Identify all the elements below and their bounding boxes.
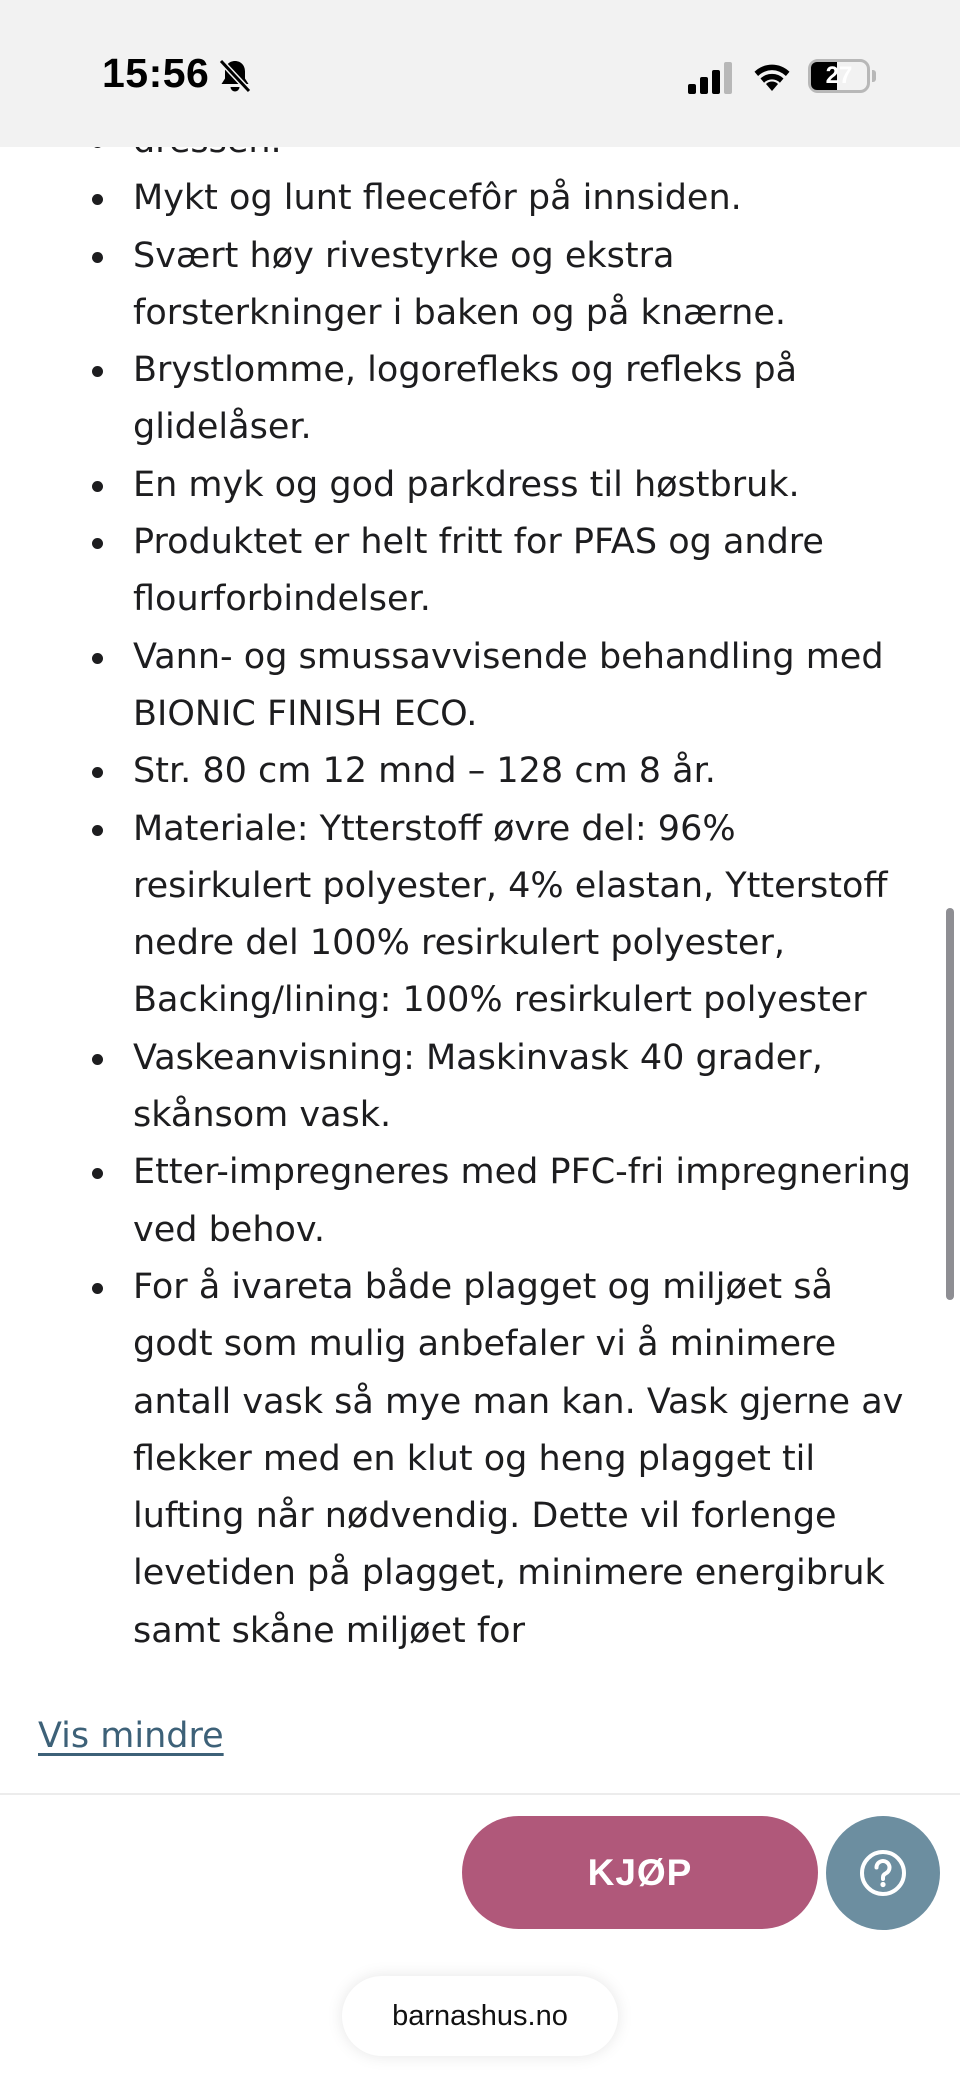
list-item-text: Vann- og smussavvisende behandling med BIONIC FINISH ECO. xyxy=(133,636,884,734)
battery-icon xyxy=(808,59,878,95)
list-item xyxy=(0,1030,960,1145)
bullet-icon xyxy=(92,538,103,549)
help-button[interactable] xyxy=(826,1816,940,1930)
bullet-icon xyxy=(92,825,103,836)
list-item xyxy=(0,457,960,514)
list-item xyxy=(0,342,960,457)
list-item-text: Etter-impregneres med PFC-fri impregnering ved behov. xyxy=(133,1152,911,1250)
list-item xyxy=(0,228,960,343)
show-less-link[interactable]: Vis mindre xyxy=(38,1716,224,1756)
bullet-icon xyxy=(92,481,103,492)
product-description[interactable] xyxy=(0,147,960,1707)
list-item-text: Mykt og lunt fleecefôr på innsiden. xyxy=(133,178,742,219)
bullet-icon xyxy=(92,194,103,205)
list-item-text: Str. 80 cm 12 mnd – 128 cm 8 år. xyxy=(133,751,716,792)
bullet-icon xyxy=(92,653,103,664)
list-item-text: Produktet er helt fritt for PFAS og andre flourforbindelser. xyxy=(133,522,824,620)
list-item-text: Brystlomme, logorefleks og refleks på glidelåser. xyxy=(133,350,798,448)
bullet-icon xyxy=(92,252,103,263)
bullet-icon xyxy=(92,767,103,778)
bell-slash-icon xyxy=(218,58,252,94)
status-bar xyxy=(0,0,960,147)
wifi-icon xyxy=(751,58,793,94)
list-item-text: Materiale: Ytterstoff øvre del: 96% resirkulert polyester, 4% elastan, Ytterstoff nedre del 100% resirkulert polyester, Backing/lining: 100% resirkulert polyester xyxy=(133,808,888,1021)
description-list xyxy=(0,113,960,1660)
list-item-text: En myk og god parkdress til høstbruk. xyxy=(133,464,800,505)
question-circle-icon xyxy=(858,1848,908,1898)
list-item xyxy=(0,743,960,800)
bullet-icon xyxy=(92,1168,103,1179)
list-item-text: Svært høy rivestyrke og ekstra forsterkninger i baken og på knærne. xyxy=(133,235,786,333)
bullet-icon xyxy=(92,1054,103,1065)
status-time: 15:56 xyxy=(102,50,210,96)
list-item xyxy=(0,514,960,629)
scrollbar[interactable] xyxy=(946,908,954,1300)
bullet-icon xyxy=(92,1283,103,1294)
divider xyxy=(0,1793,960,1795)
cellular-signal-icon xyxy=(688,62,732,94)
browser-url-bar[interactable]: barnashus.no xyxy=(342,1976,618,2056)
bullet-icon xyxy=(92,366,103,377)
list-item xyxy=(0,1144,960,1259)
buy-button[interactable]: KJØP xyxy=(462,1816,818,1929)
list-item xyxy=(0,801,960,1030)
list-item xyxy=(0,629,960,744)
list-item-text: Vaskeanvisning: Maskinvask 40 grader, skånsom vask. xyxy=(133,1037,823,1136)
battery-level: 27 xyxy=(825,62,853,89)
list-item xyxy=(0,170,960,227)
list-item-text: For å ivareta både plagget og miljøet så godt som mulig anbefaler vi å minimere antall vask så mye man kan. Vask gjerne av flekker med en klut og heng plagget til lufting når nødvendig. Dette vil forlenge levetiden på plagget, minimere energibruk samt skåne miljøet for xyxy=(133,1266,904,1651)
list-item xyxy=(0,1259,960,1660)
